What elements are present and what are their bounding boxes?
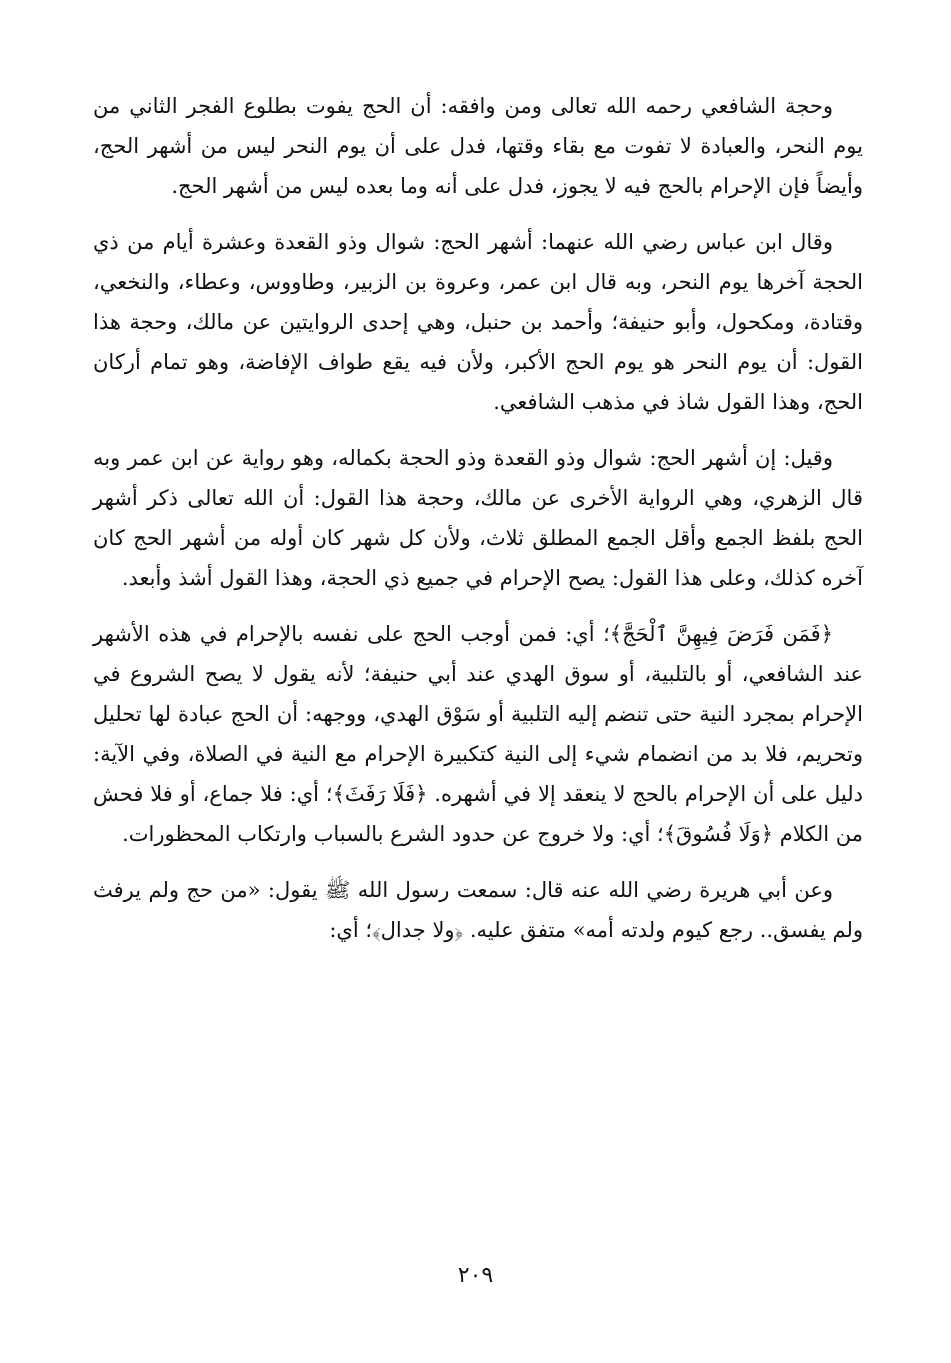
paragraph-2: وقال ابن عباس رضي الله عنهما: أشهر الحج: شوال وذو القعدة وعشرة أيام من ذي الحجة آخرها يوم النحر، وبه قال ابن عمر، وعروة بن الزبير، وطاووس، وعطاء، والنخعي، وقتادة، ومكحول، وأبو حنيفة؛ وأحمد بن حنبل، وهي إحدى الروايتين عن مالك، وحجة هذا القول: أن يوم النحر هو يوم الحج الأكبر، ولأن فيه يقع طواف الإفاضة، وهو تمام أركان الحج، وهذا القول شاذ في مذهب الشافعي. bbox=[93, 230, 863, 414]
paragraph-3: وقيل: إن أشهر الحج: شوال وذو القعدة وذو الحجة بكماله، وهو رواية عن ابن عمر وبه قال الزهري، وهي الرواية الأخرى عن مالك، وحجة هذا القول: أن الله تعالى ذكر أشهر الحج بلفظ الجمع وأقل الجمع المطلق ثلاث، ولأن كل شهر كان أوله من أشهر الحج كان آخره كذلك، وعلى هذا القول: يصح الإحرام في جميع ذي الحجة، وهذا القول أشذ وأبعد. bbox=[93, 446, 863, 590]
body-text bbox=[93, 86, 863, 966]
paragraph-4: ﴿فَمَن فَرَضَ فِيهِنَّ ٱلْحَجَّ﴾؛ أي: فمن أوجب الحج على نفسه بالإحرام في هذه الأشهر عند الشافعي، أو بالتلبية، أو سوق الهدي عند أبي حنيفة؛ لأنه يقول لا يصح الشروع في الإحرام بمجرد النية حتى تنضم إليه التلبية أو سَوْق الهدي، ووجهه: أن الحج عبادة لها تحليل وتحريم، فلا بد من انضمام شيء إلى النية كتكبيرة الإحرام مع النية في الصلاة، وفي الآية: دليل على أن الإحرام بالحج لا ينعقد إلا في أشهره. ﴿فَلَا رَفَثَ﴾؛ أي: فلا جماع، أو فلا فحش من الكلام ﴿وَلَا فُسُوقَ﴾؛ أي: ولا خروج عن حدود الشرع بالسباب وارتكاب المحظورات. bbox=[93, 622, 863, 846]
paragraph-5: وعن أبي هريرة رضي الله عنه قال: سمعت رسول الله ﷺ يقول: «من حج ولم يرفث ولم يفسق.. رجع كيوم ولدته أمه» متفق عليه. ﴿ولا جدال﴾؛ أي: bbox=[93, 878, 863, 942]
page-number: ٢٠٩ bbox=[457, 1263, 494, 1288]
paragraph-1: وحجة الشافعي رحمه الله تعالى ومن وافقه: أن الحج يفوت بطلوع الفجر الثاني من يوم النحر، والعبادة لا تفوت مع بقاء وقتها، فدل على أن يوم النحر ليس من أشهر الحج، وأيضاً فإن الإحرام بالحج فيه لا يجوز، فدل على أنه وما بعده ليس من أشهر الحج. bbox=[93, 94, 863, 198]
